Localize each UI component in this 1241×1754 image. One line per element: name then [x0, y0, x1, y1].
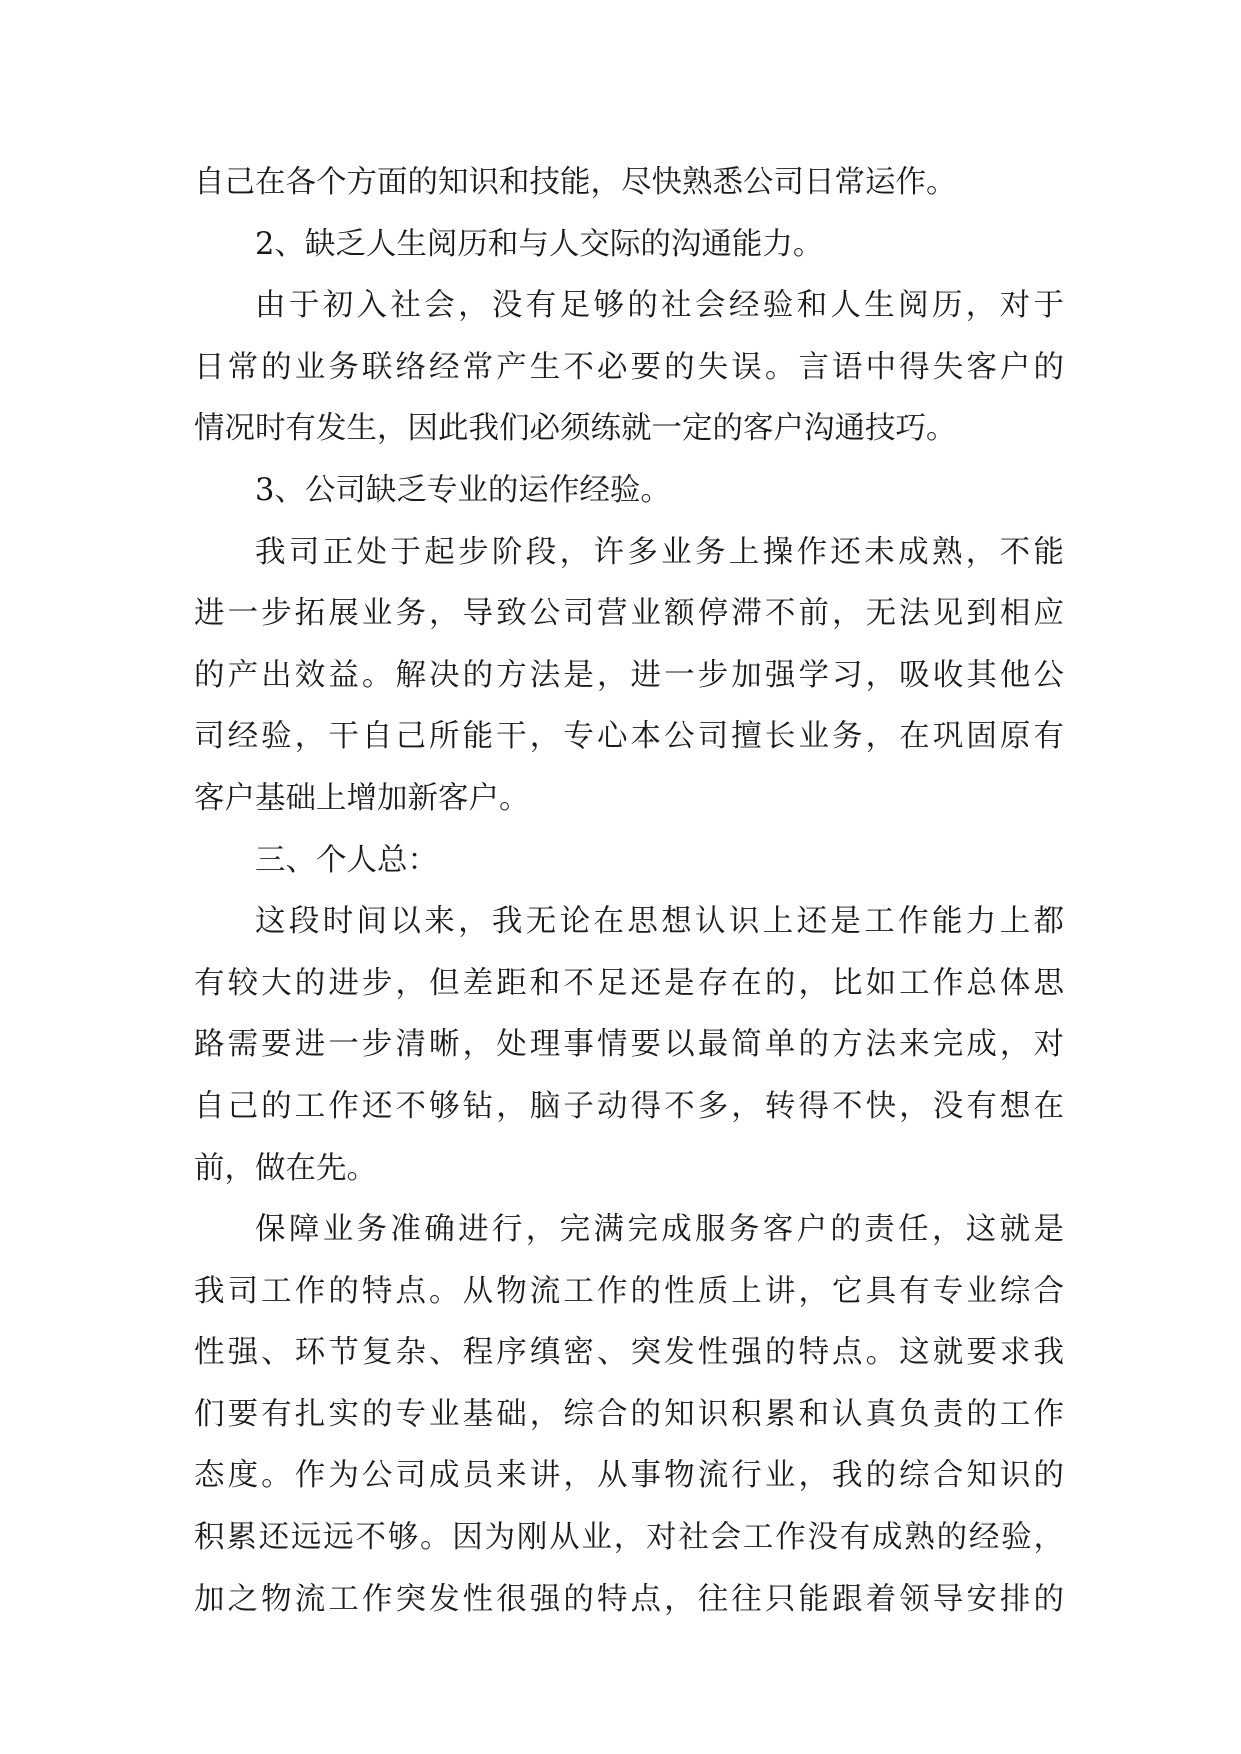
text-line: 保障业务准确进行，完满完成服务客户的责任，这就是 [255, 1212, 1064, 1248]
text-line: 我司工作的特点。从物流工作的性质上讲，它具有专业综合 [194, 1273, 1064, 1309]
text-line: 路需要进一步清晰，处理事情要以最简单的方法来完成，对 [194, 1027, 1064, 1063]
text-line: 客户基础上增加新客户。 [194, 780, 530, 816]
text-line: 这段时间以来，我无论在思想认识上还是工作能力上都 [255, 904, 1064, 940]
text-line: 积累还远远不够。因为刚从业，对社会工作没有成熟的经验， [194, 1520, 1064, 1556]
text-line: 进一步拓展业务，导致公司营业额停滞不前，无法见到相应 [194, 596, 1064, 632]
text-line: 的产出效益。解决的方法是，进一步加强学习，吸收其他公 [194, 657, 1064, 693]
text-line: 自己在各个方面的知识和技能，尽快熟悉公司日常运作。 [194, 165, 957, 200]
text-line: 我司正处于起步阶段，许多业务上操作还未成熟，不能 [255, 534, 1064, 570]
text-line: 加之物流工作突发性很强的特点，往往只能跟着领导安排的 [194, 1581, 1064, 1617]
document-body [194, 152, 1064, 1630]
text-line: 情况时有发生，因此我们必须练就一定的客户沟通技巧。 [194, 411, 957, 447]
text-line: 有较大的进步，但差距和不足还是存在的，比如工作总体思 [194, 965, 1064, 1001]
text-line: 3、公司缺乏专业的运作经验。 [255, 472, 671, 508]
text-line: 前，做在先。 [194, 1150, 377, 1186]
text-line: 由于初入社会，没有足够的社会经验和人生阅历，对于 [255, 288, 1064, 324]
text-line: 态度。作为公司成员来讲，从事物流行业，我的综合知识的 [194, 1458, 1064, 1494]
text-line: 司经验，干自己所能干，专心本公司擅长业务，在巩固原有 [194, 719, 1064, 755]
text-line: 三、个人总： [255, 842, 438, 878]
text-line: 们要有扎实的专业基础，综合的知识积累和认真负责的工作 [194, 1396, 1064, 1432]
text-line: 日常的业务联络经常产生不必要的失误。言语中得失客户的 [194, 349, 1064, 385]
text-line: 自己的工作还不够钻，脑子动得不多，转得不快，没有想在 [194, 1088, 1064, 1124]
text-line: 2、缺乏人生阅历和与人交际的沟通能力。 [255, 226, 824, 262]
text-line: 性强、环节复杂、程序缜密、突发性强的特点。这就要求我 [194, 1335, 1064, 1371]
